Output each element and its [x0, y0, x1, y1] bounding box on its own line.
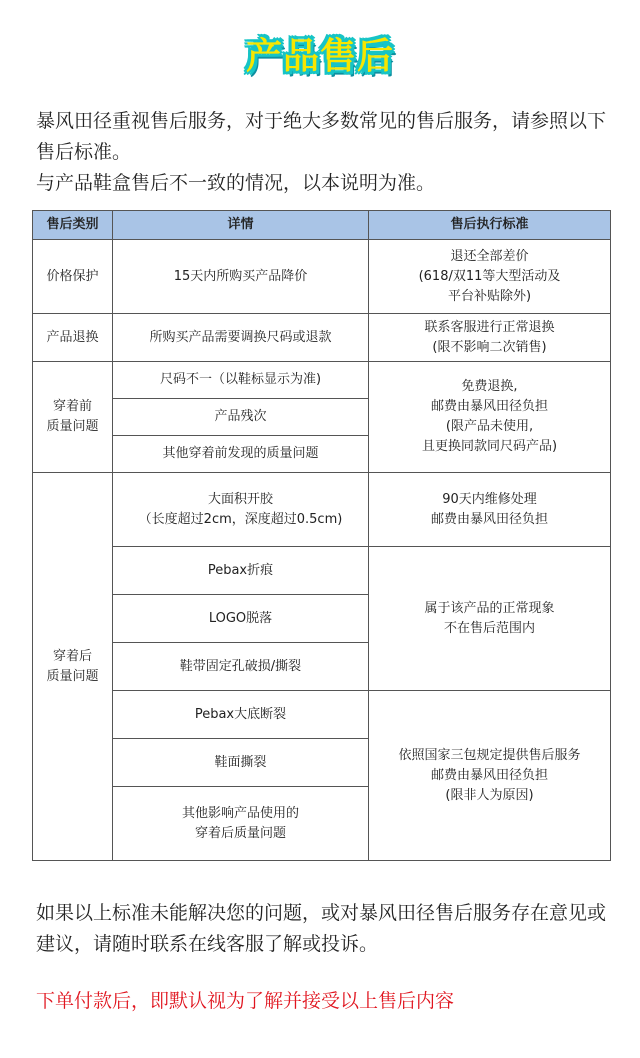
detail-before-size: 尺码不一（以鞋标显示为准) — [113, 362, 369, 399]
detail-after-other: 其他影响产品使用的 穿着后质量问题 — [113, 787, 369, 861]
contact-paragraph: 如果以上标准未能解决您的问题，或对暴风田径售后服务存在意见或建议，请随时联系在线客服了解或投诉。 — [36, 902, 607, 955]
title-area — [0, 28, 640, 79]
standard-after-warranty: 依照国家三包规定提供售后服务 邮费由暴风田径负担 (限非人为原因) — [369, 691, 611, 861]
standard-after-normal: 属于该产品的正常现象 不在售后范围内 — [369, 547, 611, 691]
after-sales-table — [32, 210, 611, 861]
category-before: 穿着前 质量问题 — [33, 362, 113, 473]
detail-after-glue: 大面积开胶 （长度超过2cm，深度超过0.5cm) — [113, 473, 369, 547]
detail-after-upper: 鞋面撕裂 — [113, 739, 369, 787]
contact-note — [36, 898, 616, 960]
detail-before-other: 其他穿着前发现的质量问题 — [113, 436, 369, 473]
intro-paragraph-1: 暴风田径重视售后服务，对于绝大多数常见的售后服务，请参照以下售后标准。 — [36, 110, 607, 163]
detail-before-defect: 产品残次 — [113, 399, 369, 436]
standard-price: 退还全部差价 (618/双11等大型活动及 平台补贴除外) — [369, 240, 611, 314]
category-return: 产品退换 — [33, 314, 113, 362]
detail-return: 所购买产品需要调换尺码或退款 — [113, 314, 369, 362]
table-row — [33, 691, 611, 739]
detail-after-lace-hole: 鞋带固定孔破损/撕裂 — [113, 643, 369, 691]
category-after: 穿着后 质量问题 — [33, 473, 113, 861]
intro-text — [36, 106, 616, 199]
standard-before: 免费退换, 邮费由暴风田径负担 (限产品未使用, 且更换同款同尺码产品) — [369, 362, 611, 473]
table-row — [33, 314, 611, 362]
detail-after-sole: Pebax大底断裂 — [113, 691, 369, 739]
detail-price: 15天内所购买产品降价 — [113, 240, 369, 314]
detail-after-logo: LOGO脱落 — [113, 595, 369, 643]
table-header-row — [33, 211, 611, 240]
table-row — [33, 240, 611, 314]
header-standard: 售后执行标准 — [369, 211, 611, 240]
table-row — [33, 473, 611, 547]
category-price: 价格保护 — [33, 240, 113, 314]
page-title: 产品售后 — [245, 36, 394, 77]
standard-after-glue: 90天内维修处理 邮费由暴风田径负担 — [369, 473, 611, 547]
header-category: 售后类别 — [33, 211, 113, 240]
purchase-warning: 下单付款后，即默认视为了解并接受以上售后内容 — [36, 990, 455, 1012]
detail-after-crease: Pebax折痕 — [113, 547, 369, 595]
table-row — [33, 547, 611, 595]
header-detail: 详情 — [113, 211, 369, 240]
table-row — [33, 362, 611, 399]
intro-paragraph-2: 与产品鞋盒售后不一致的情况，以本说明为准。 — [36, 172, 436, 194]
standard-return: 联系客服进行正常退换 (限不影响二次销售) — [369, 314, 611, 362]
